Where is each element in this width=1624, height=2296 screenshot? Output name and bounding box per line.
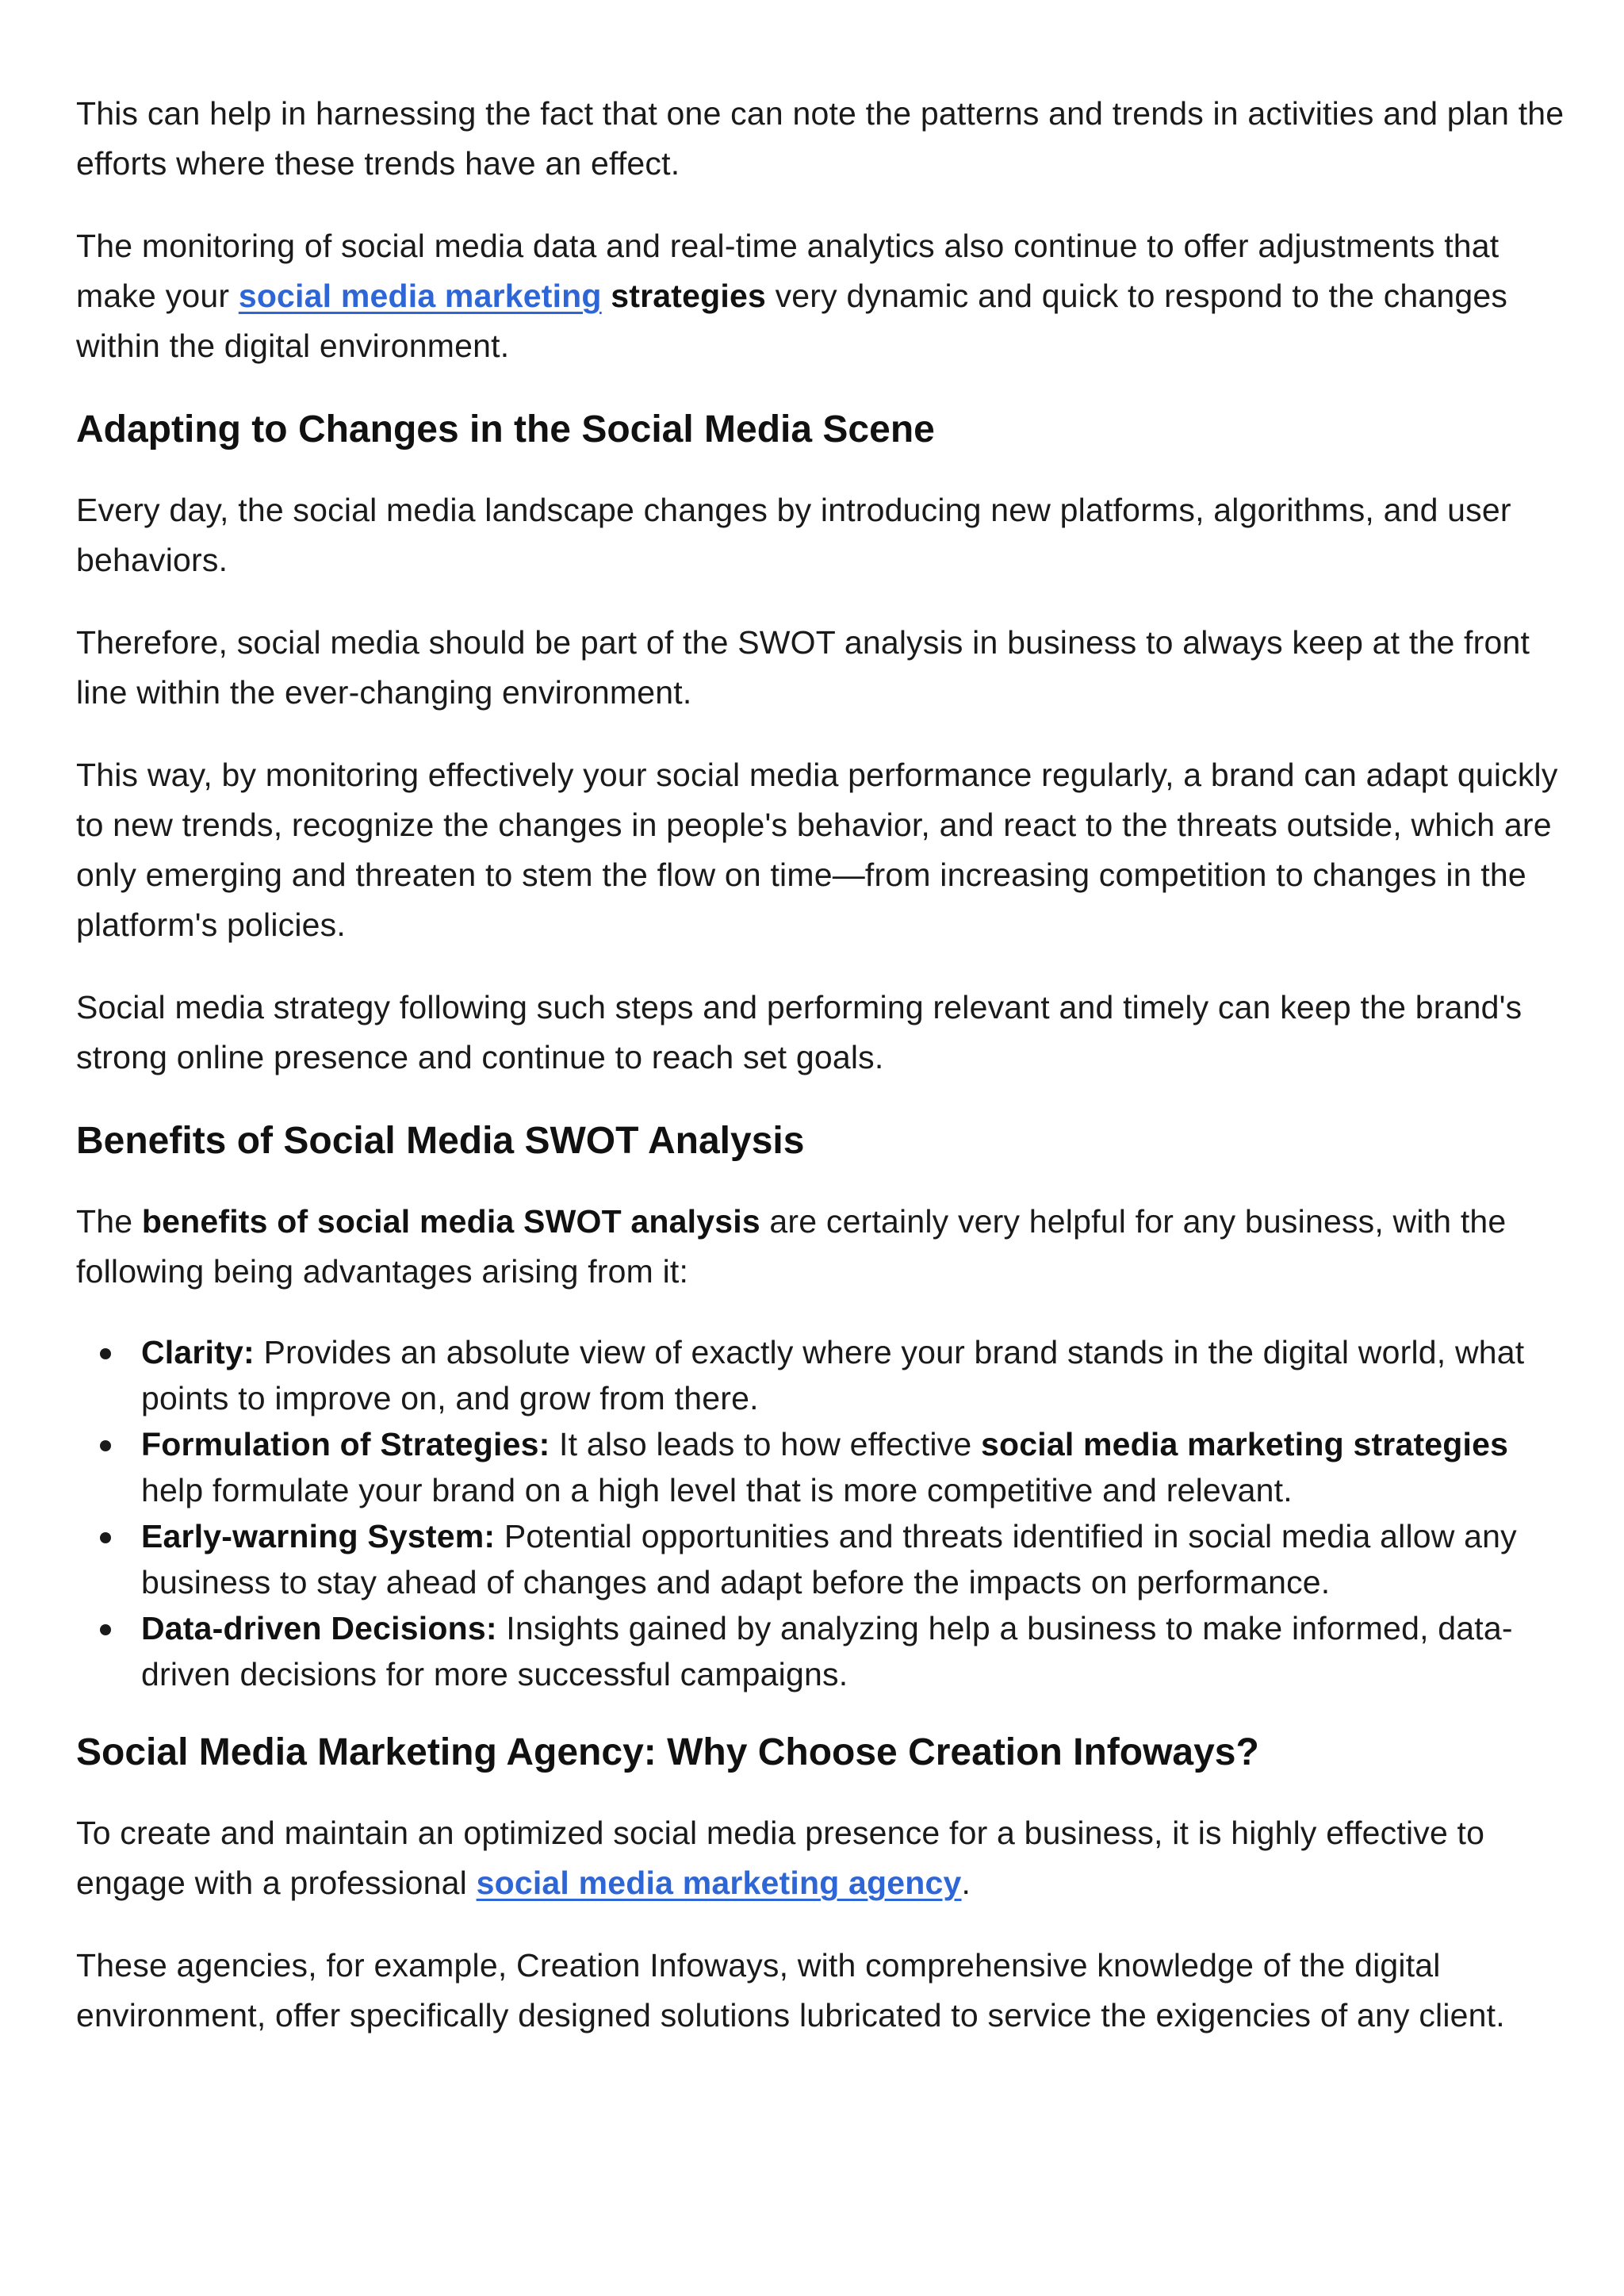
strategies-bold: strategies <box>601 278 766 314</box>
bullet-icon <box>100 1440 111 1451</box>
agency-paragraph-1 <box>76 1808 1567 1908</box>
benefits-intro-bold: benefits of social media SWOT analysis <box>141 1203 760 1240</box>
adapting-paragraph-4: Social media strategy following such steps and performing relevant and timely can keep the brand's strong online presence and continue to reach set goals. <box>76 989 1522 1075</box>
list-item-label: Formulation of Strategies: <box>141 1426 550 1462</box>
list-item-text: Potential opportunities and threats identified in social media allow any business to stay ahead of changes and adapt before the impacts on performance. <box>141 1518 1517 1600</box>
agency-text-before: To create and maintain an optimized social media presence for a business, it is highly effective to engage with a professional <box>76 1815 1485 1901</box>
document-page <box>76 89 1567 2073</box>
list-item <box>76 1329 1567 1421</box>
social-media-marketing-agency-link[interactable]: social media marketing agency <box>476 1865 962 1901</box>
analytics-text-after: very dynamic and quick to respond to the changes within the digital environment. <box>76 278 1508 364</box>
list-item-text: Provides an absolute view of exactly where your brand stands in the digital world, what points to improve on, and grow from there. <box>141 1334 1525 1416</box>
list-item <box>76 1513 1567 1605</box>
bullet-icon <box>100 1624 111 1635</box>
adapting-heading: Adapting to Changes in the Social Media Scene <box>76 408 935 450</box>
list-item-label: Early-warning System: <box>141 1518 496 1554</box>
benefits-intro-before: The <box>76 1203 142 1240</box>
social-media-marketing-link[interactable]: social media marketing <box>238 278 602 314</box>
benefits-heading: Benefits of Social Media SWOT Analysis <box>76 1120 805 1162</box>
agency-paragraph-2: These agencies, for example, Creation Infoways, with comprehensive knowledge of the digital environment, offer specifically designed solutions lubricated to service the exigencies of any client. <box>76 1947 1505 2033</box>
agency-heading: Social Media Marketing Agency: Why Choose Creation Infoways? <box>76 1731 1259 1773</box>
list-item <box>76 1605 1567 1697</box>
analytics-paragraph <box>76 221 1567 371</box>
analytics-text-before: The monitoring of social media data and real-time analytics also continue to offer adjustments that make your <box>76 228 1500 314</box>
list-item-label: Clarity: <box>141 1334 255 1370</box>
agency-text-after: . <box>961 1865 971 1901</box>
adapting-paragraph-2: Therefore, social media should be part of the SWOT analysis in business to always keep at the front line within the ever-changing environment. <box>76 624 1530 711</box>
benefits-list <box>76 1329 1567 1697</box>
adapting-paragraph-1: Every day, the social media landscape changes by introducing new platforms, algorithms, and user behaviors. <box>76 492 1511 578</box>
list-item-text-before: It also leads to how effective <box>550 1426 981 1462</box>
list-item-label: Data-driven Decisions: <box>141 1610 497 1646</box>
benefits-intro-after: are certainly very helpful for any business, with the following being advantages arising from it: <box>76 1203 1507 1290</box>
list-item-text: Insights gained by analyzing help a business to make informed, data-driven decisions for more successful campaigns. <box>141 1610 1513 1692</box>
adapting-paragraph-3: This way, by monitoring effectively your social media performance regularly, a brand can adapt quickly to new trends, recognize the changes in people's behavior, and react to the threats outside, which are only emerging and threaten to stem the flow on time—from increasing competition to changes in the platform's policies. <box>76 757 1558 943</box>
list-item-text-after: help formulate your brand on a high level that is more competitive and relevant. <box>141 1472 1293 1508</box>
bullet-icon <box>100 1532 111 1543</box>
intro-paragraph: This can help in harnessing the fact that one can note the patterns and trends in activities and plan the efforts where these trends have an effect. <box>76 95 1565 182</box>
benefits-intro-paragraph <box>76 1197 1567 1297</box>
list-item <box>76 1421 1567 1513</box>
list-item-bold: social media marketing strategies <box>980 1426 1509 1462</box>
bullet-icon <box>100 1348 111 1359</box>
